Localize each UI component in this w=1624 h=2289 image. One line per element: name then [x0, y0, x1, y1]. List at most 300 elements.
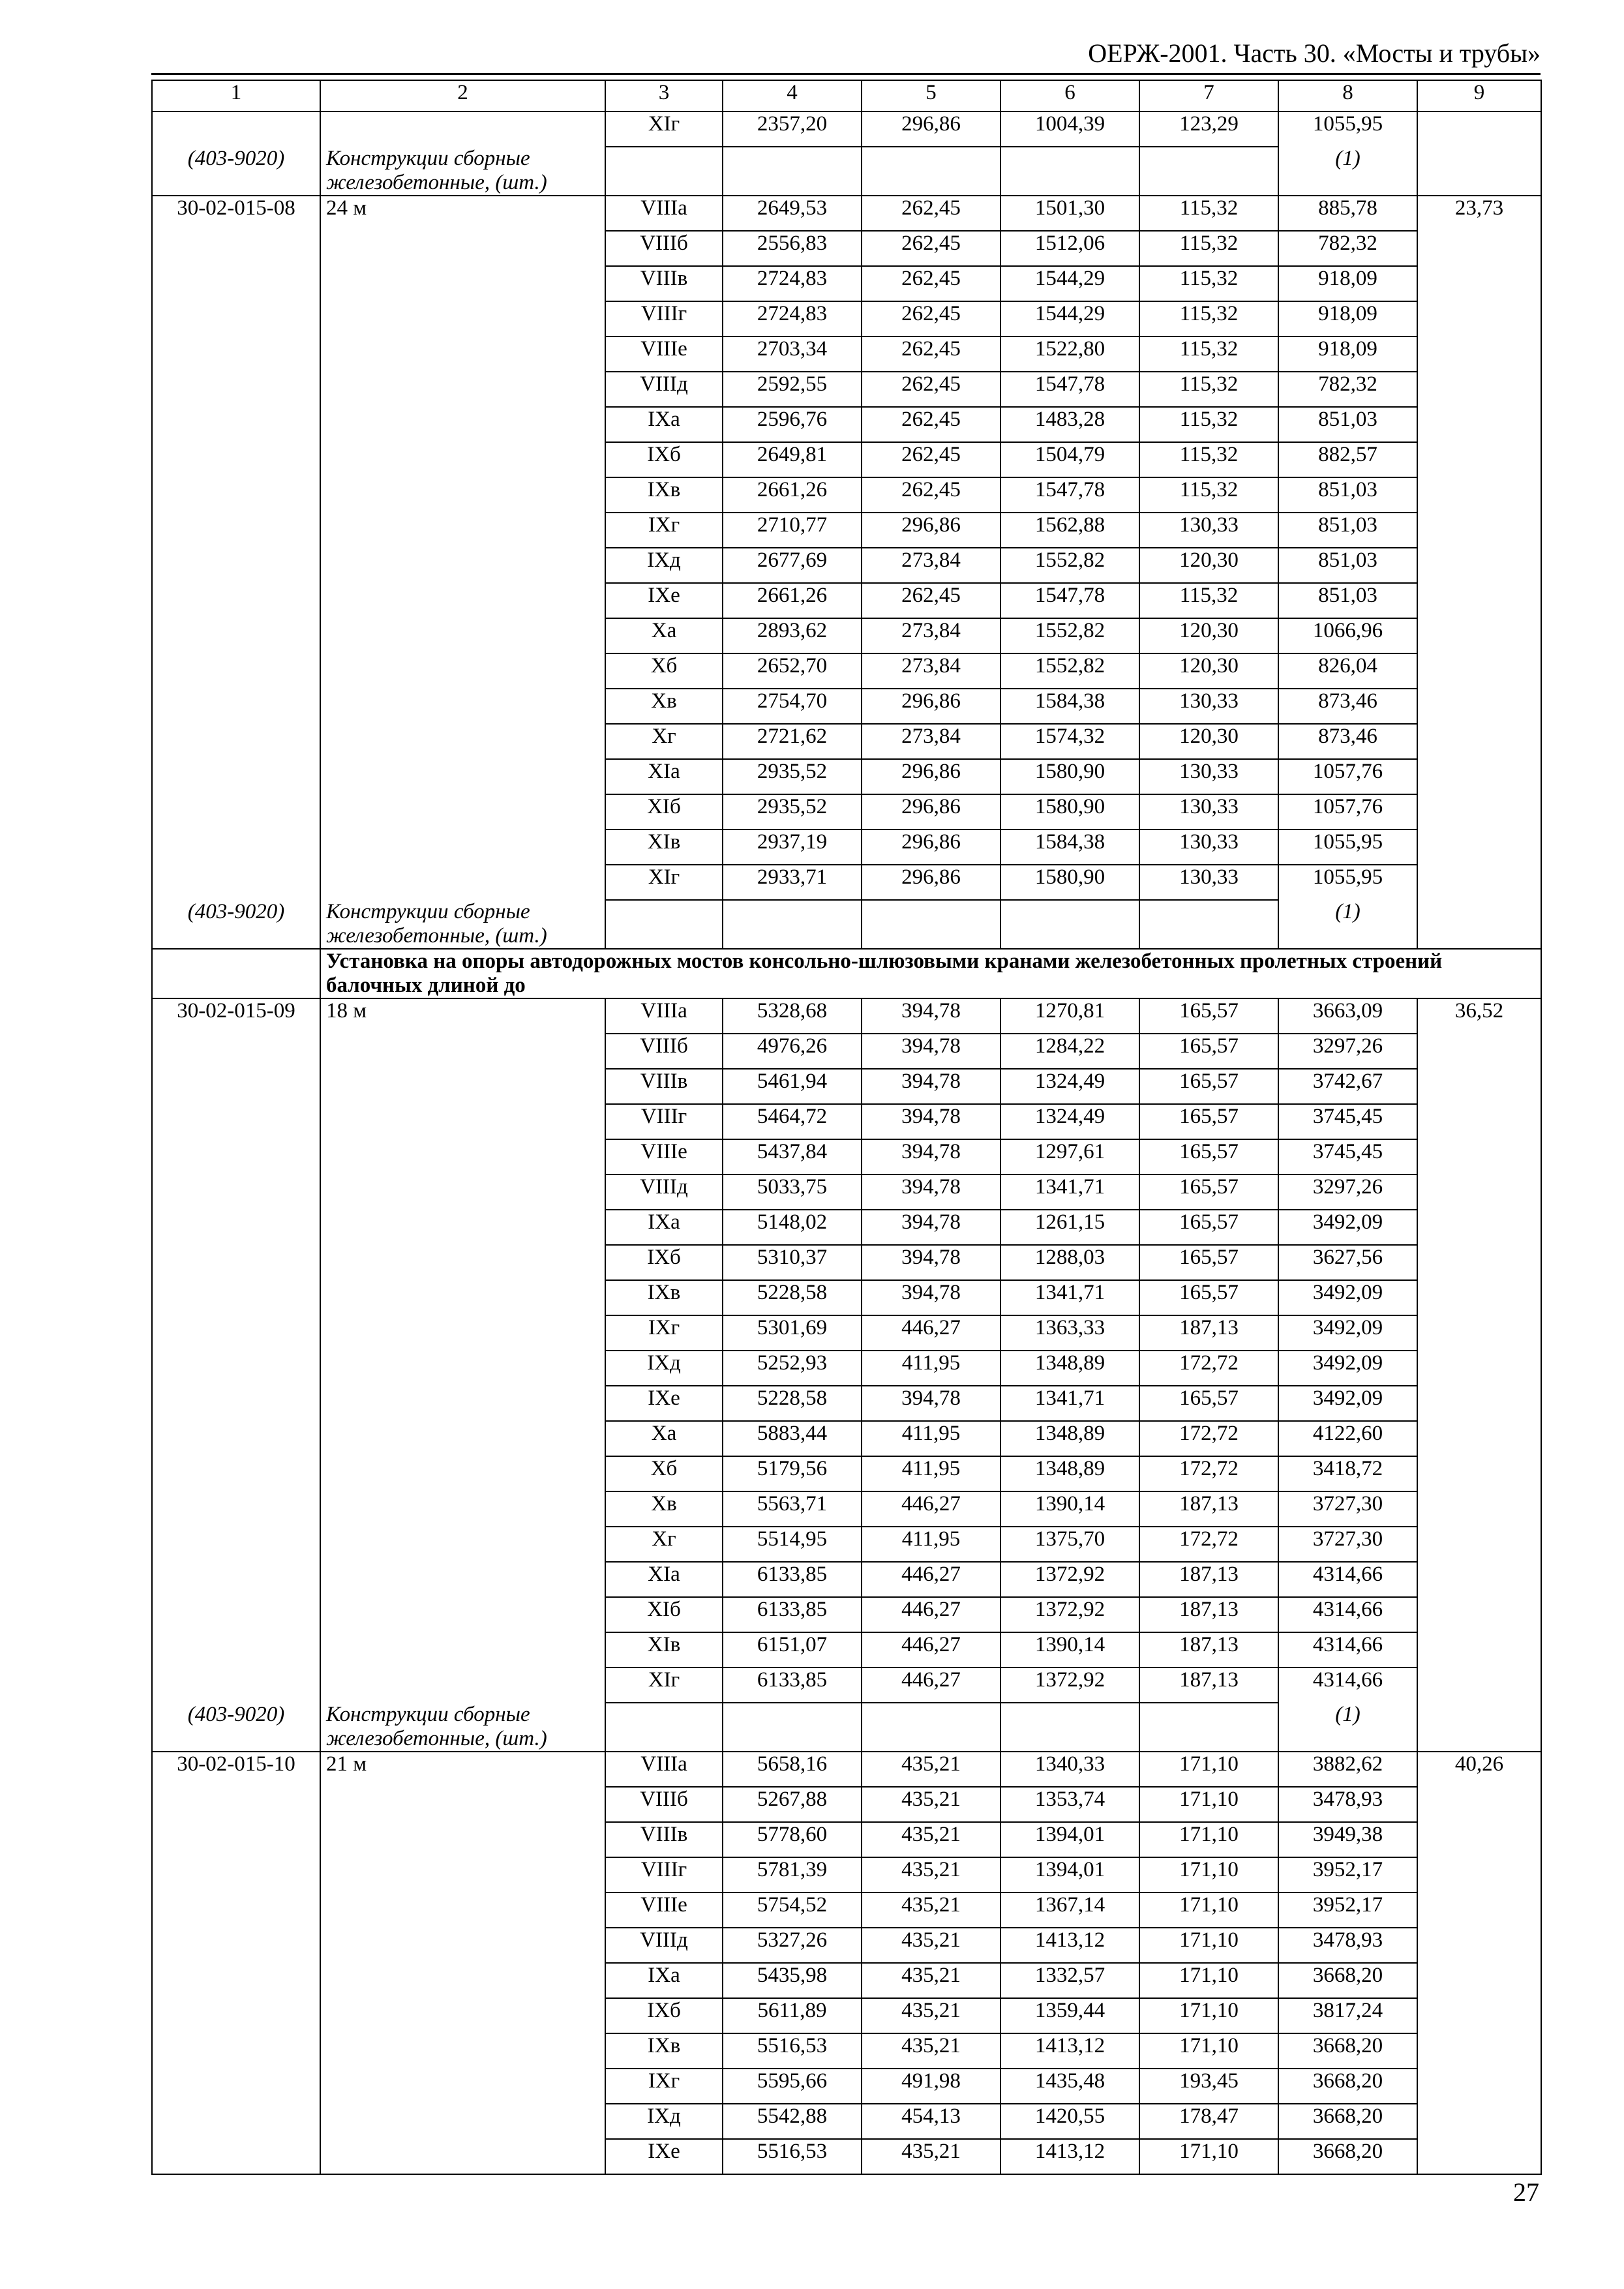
total-cost: 5228,58 [723, 1280, 862, 1315]
total-cost: 5267,88 [723, 1787, 862, 1822]
total-cost: 5563,71 [723, 1491, 862, 1527]
machinist-wages: 120,30 [1139, 724, 1278, 759]
material-footer-row [152, 900, 1541, 949]
materials-cost: 3297,26 [1278, 1174, 1417, 1210]
column-number: 8 [1278, 80, 1417, 112]
total-cost: 5883,44 [723, 1421, 862, 1456]
empty-cell [862, 147, 1000, 196]
materials-cost: 3952,17 [1278, 1857, 1417, 1893]
machinist-wages: 123,29 [1139, 112, 1278, 147]
machinist-wages: 115,32 [1139, 301, 1278, 337]
machinist-wages: 187,13 [1139, 1315, 1278, 1351]
materials-cost: 3663,09 [1278, 998, 1417, 1034]
machine-cost: 1562,88 [1000, 513, 1139, 548]
machinist-wages: 130,33 [1139, 794, 1278, 830]
empty-cell [605, 1703, 723, 1752]
machinist-wages: 193,45 [1139, 2069, 1278, 2104]
material-code: (403-9020) [152, 900, 320, 949]
zone-code: IXг [605, 2069, 723, 2104]
zone-code: VIIIе [605, 1139, 723, 1174]
total-cost: 5033,75 [723, 1174, 862, 1210]
material-description: Конструкции сборные железобетонные, (шт.) [320, 900, 605, 949]
labor-wages: 262,45 [862, 583, 1000, 618]
labor-hours: 36,52 [1417, 998, 1541, 1752]
zone-code: IXа [605, 1210, 723, 1245]
materials-cost: 3297,26 [1278, 1034, 1417, 1069]
material-code: (403-9020) [152, 1703, 320, 1752]
machine-cost: 1341,71 [1000, 1174, 1139, 1210]
zone-code: VIIIб [605, 1034, 723, 1069]
zone-code: Xа [605, 1421, 723, 1456]
zone-code: IXе [605, 2139, 723, 2174]
machine-cost: 1544,29 [1000, 266, 1139, 301]
materials-cost: 826,04 [1278, 653, 1417, 689]
materials-cost: 3668,20 [1278, 2139, 1417, 2174]
column-number: 6 [1000, 80, 1139, 112]
total-cost: 2724,83 [723, 301, 862, 337]
machine-cost: 1348,89 [1000, 1421, 1139, 1456]
total-cost: 2937,19 [723, 830, 862, 865]
total-cost: 5595,66 [723, 2069, 862, 2104]
machinist-wages: 172,72 [1139, 1351, 1278, 1386]
zone-code: VIIIг [605, 1104, 723, 1139]
span-length: 24 м [320, 196, 605, 900]
machinist-wages: 115,32 [1139, 407, 1278, 442]
zone-code: VIIIа [605, 1752, 723, 1787]
machine-cost: 1372,92 [1000, 1597, 1139, 1632]
total-cost: 5754,52 [723, 1893, 862, 1928]
total-cost: 5611,89 [723, 1998, 862, 2033]
machine-cost: 1353,74 [1000, 1787, 1139, 1822]
total-cost: 5778,60 [723, 1822, 862, 1857]
zone-code: XIв [605, 1632, 723, 1668]
machinist-wages: 171,10 [1139, 1928, 1278, 1963]
empty-cell [862, 1703, 1000, 1752]
machinist-wages: 130,33 [1139, 865, 1278, 900]
machinist-wages: 120,30 [1139, 548, 1278, 583]
total-cost: 5464,72 [723, 1104, 862, 1139]
labor-wages: 446,27 [862, 1491, 1000, 1527]
empty-cell [723, 1703, 862, 1752]
machinist-wages: 171,10 [1139, 2033, 1278, 2069]
materials-cost: 3817,24 [1278, 1998, 1417, 2033]
material-code: (403-9020) [152, 147, 320, 196]
materials-cost: 851,03 [1278, 548, 1417, 583]
machine-cost: 1547,78 [1000, 477, 1139, 513]
materials-cost: 1055,95 [1278, 865, 1417, 900]
machine-cost: 1501,30 [1000, 196, 1139, 231]
zone-code: IXв [605, 477, 723, 513]
machinist-wages: 165,57 [1139, 1245, 1278, 1280]
zone-code: VIIIв [605, 1822, 723, 1857]
materials-cost: 1055,95 [1278, 112, 1417, 147]
machinist-wages: 178,47 [1139, 2104, 1278, 2139]
machinist-wages: 171,10 [1139, 2139, 1278, 2174]
total-cost: 5437,84 [723, 1139, 862, 1174]
zone-code: VIIIе [605, 1893, 723, 1928]
total-cost: 2754,70 [723, 689, 862, 724]
zone-code: VIIIг [605, 1857, 723, 1893]
machine-cost: 1413,12 [1000, 2033, 1139, 2069]
materials-cost: 4314,66 [1278, 1632, 1417, 1668]
zone-code: IXб [605, 1245, 723, 1280]
total-cost: 5516,53 [723, 2033, 862, 2069]
machinist-wages: 165,57 [1139, 1386, 1278, 1421]
total-cost: 5781,39 [723, 1857, 862, 1893]
empty-cell [862, 900, 1000, 949]
materials-cost: 3727,30 [1278, 1491, 1417, 1527]
materials-cost: 1055,95 [1278, 830, 1417, 865]
machine-cost: 1544,29 [1000, 301, 1139, 337]
machine-cost: 1324,49 [1000, 1104, 1139, 1139]
machine-cost: 1324,49 [1000, 1069, 1139, 1104]
materials-cost: 918,09 [1278, 301, 1417, 337]
zone-code: XIг [605, 112, 723, 147]
zone-code: IXе [605, 583, 723, 618]
materials-cost: 782,32 [1278, 231, 1417, 266]
material-description: Конструкции сборные железобетонные, (шт.) [320, 1703, 605, 1752]
total-cost: 2724,83 [723, 266, 862, 301]
machine-cost: 1483,28 [1000, 407, 1139, 442]
empty-cell [605, 147, 723, 196]
machine-cost: 1435,48 [1000, 2069, 1139, 2104]
machine-cost: 1584,38 [1000, 830, 1139, 865]
labor-wages: 273,84 [862, 618, 1000, 653]
machinist-wages: 165,57 [1139, 1174, 1278, 1210]
total-cost: 5461,94 [723, 1069, 862, 1104]
rate-code: 30-02-015-08 [152, 196, 320, 900]
machine-cost: 1367,14 [1000, 1893, 1139, 1928]
section-code-cell [152, 949, 320, 998]
total-cost: 5228,58 [723, 1386, 862, 1421]
column-number: 1 [152, 80, 320, 112]
materials-cost: 4314,66 [1278, 1597, 1417, 1632]
materials-cost: 3668,20 [1278, 2033, 1417, 2069]
zone-code: IXа [605, 1963, 723, 1998]
material-quantity: (1) [1278, 147, 1417, 196]
machinist-wages: 115,32 [1139, 372, 1278, 407]
machine-cost: 1547,78 [1000, 583, 1139, 618]
empty-cell [723, 900, 862, 949]
materials-cost: 3745,45 [1278, 1104, 1417, 1139]
zone-code: IXв [605, 2033, 723, 2069]
materials-cost: 885,78 [1278, 196, 1417, 231]
labor-wages: 411,95 [862, 1421, 1000, 1456]
machine-cost: 1372,92 [1000, 1668, 1139, 1703]
materials-cost: 3492,09 [1278, 1315, 1417, 1351]
machinist-wages: 171,10 [1139, 1822, 1278, 1857]
material-description: Конструкции сборные железобетонные, (шт.) [320, 147, 605, 196]
labor-wages: 394,78 [862, 1069, 1000, 1104]
empty-cell [723, 147, 862, 196]
machine-cost: 1332,57 [1000, 1963, 1139, 1998]
machine-cost: 1284,22 [1000, 1034, 1139, 1069]
machinist-wages: 130,33 [1139, 830, 1278, 865]
labor-wages: 262,45 [862, 407, 1000, 442]
machinist-wages: 172,72 [1139, 1456, 1278, 1491]
labor-wages: 446,27 [862, 1315, 1000, 1351]
empty-cell [605, 900, 723, 949]
machinist-wages: 120,30 [1139, 653, 1278, 689]
zone-code: VIIIд [605, 372, 723, 407]
empty-cell [1000, 1703, 1139, 1752]
total-cost: 2649,53 [723, 196, 862, 231]
total-cost: 5435,98 [723, 1963, 862, 1998]
machine-cost: 1413,12 [1000, 1928, 1139, 1963]
machine-cost: 1372,92 [1000, 1562, 1139, 1597]
labor-wages: 296,86 [862, 830, 1000, 865]
machine-cost: 1348,89 [1000, 1351, 1139, 1386]
zone-code: VIIIв [605, 266, 723, 301]
materials-cost: 3627,56 [1278, 1245, 1417, 1280]
labor-wages: 446,27 [862, 1562, 1000, 1597]
total-cost: 5148,02 [723, 1210, 862, 1245]
labor-wages: 491,98 [862, 2069, 1000, 2104]
column-number: 7 [1139, 80, 1278, 112]
materials-cost: 782,32 [1278, 372, 1417, 407]
total-cost: 5328,68 [723, 998, 862, 1034]
machine-cost: 1580,90 [1000, 865, 1139, 900]
zone-code: XIб [605, 794, 723, 830]
material-footer-row [152, 1703, 1541, 1752]
machine-cost: 1297,61 [1000, 1139, 1139, 1174]
zone-code: XIг [605, 1668, 723, 1703]
empty-cell [1000, 147, 1139, 196]
labor-wages: 435,21 [862, 1998, 1000, 2033]
zone-code: VIIIб [605, 231, 723, 266]
materials-cost: 3745,45 [1278, 1139, 1417, 1174]
table-row [152, 112, 1541, 147]
machinist-wages: 165,57 [1139, 1069, 1278, 1104]
labor-wages: 446,27 [862, 1597, 1000, 1632]
header-rule [151, 73, 1541, 75]
empty-cell [1139, 900, 1278, 949]
labor-wages: 435,21 [862, 1822, 1000, 1857]
table-row [152, 1752, 1541, 1787]
machine-cost: 1522,80 [1000, 337, 1139, 372]
column-number: 9 [1417, 80, 1541, 112]
section-heading-row [152, 949, 1541, 998]
span-length: 18 м [320, 998, 605, 1703]
labor-hours: 40,26 [1417, 1752, 1541, 2174]
labor-wages: 435,21 [862, 1752, 1000, 1787]
machinist-wages: 115,32 [1139, 266, 1278, 301]
column-number: 2 [320, 80, 605, 112]
zone-code: IXд [605, 2104, 723, 2139]
machine-cost: 1584,38 [1000, 689, 1139, 724]
total-cost: 5252,93 [723, 1351, 862, 1386]
machine-cost: 1574,32 [1000, 724, 1139, 759]
materials-cost: 918,09 [1278, 337, 1417, 372]
labor-wages: 394,78 [862, 1139, 1000, 1174]
total-cost: 5658,16 [723, 1752, 862, 1787]
machine-cost: 1504,79 [1000, 442, 1139, 477]
labor-wages: 262,45 [862, 372, 1000, 407]
rate-code [152, 112, 320, 147]
machinist-wages: 171,10 [1139, 1998, 1278, 2033]
total-cost: 6151,07 [723, 1632, 862, 1668]
machinist-wages: 187,13 [1139, 1562, 1278, 1597]
total-cost: 2661,26 [723, 583, 862, 618]
zone-code: Xа [605, 618, 723, 653]
machinist-wages: 187,13 [1139, 1491, 1278, 1527]
machinist-wages: 130,33 [1139, 689, 1278, 724]
total-cost: 2649,81 [723, 442, 862, 477]
machinist-wages: 130,33 [1139, 759, 1278, 794]
labor-wages: 435,21 [862, 1857, 1000, 1893]
labor-wages: 273,84 [862, 548, 1000, 583]
labor-wages: 394,78 [862, 1174, 1000, 1210]
machinist-wages: 172,72 [1139, 1421, 1278, 1456]
labor-wages: 411,95 [862, 1351, 1000, 1386]
materials-cost: 3727,30 [1278, 1527, 1417, 1562]
materials-cost: 873,46 [1278, 724, 1417, 759]
zone-code: Xб [605, 1456, 723, 1491]
material-quantity: (1) [1278, 900, 1417, 949]
zone-code: VIIIд [605, 1928, 723, 1963]
zone-code: VIIIб [605, 1787, 723, 1822]
machinist-wages: 130,33 [1139, 513, 1278, 548]
rates-table [151, 80, 1542, 2175]
section-heading: Установка на опоры автодорожных мостов консольно-шлюзовыми кранами железобетонных пролетных строений балочных длиной до [320, 949, 1541, 998]
labor-wages: 394,78 [862, 1386, 1000, 1421]
total-cost: 2592,55 [723, 372, 862, 407]
materials-cost: 3492,09 [1278, 1386, 1417, 1421]
labor-hours: 23,73 [1417, 196, 1541, 949]
zone-code: IXг [605, 513, 723, 548]
empty-cell [1139, 1703, 1278, 1752]
machine-cost: 1363,33 [1000, 1315, 1139, 1351]
machine-cost: 1552,82 [1000, 548, 1139, 583]
rate-code: 30-02-015-10 [152, 1752, 320, 2174]
zone-code: Xг [605, 1527, 723, 1562]
machine-cost: 1413,12 [1000, 2139, 1139, 2174]
materials-cost: 851,03 [1278, 477, 1417, 513]
labor-wages: 435,21 [862, 2139, 1000, 2174]
materials-cost: 4122,60 [1278, 1421, 1417, 1456]
machinist-wages: 165,57 [1139, 1139, 1278, 1174]
labor-wages: 394,78 [862, 1280, 1000, 1315]
labor-wages: 435,21 [862, 1893, 1000, 1928]
machinist-wages: 187,13 [1139, 1597, 1278, 1632]
machine-cost: 1359,44 [1000, 1998, 1139, 2033]
total-cost: 2677,69 [723, 548, 862, 583]
zone-code: VIIIв [605, 1069, 723, 1104]
machine-cost: 1394,01 [1000, 1857, 1139, 1893]
labor-wages: 273,84 [862, 653, 1000, 689]
materials-cost: 3952,17 [1278, 1893, 1417, 1928]
materials-cost: 3418,72 [1278, 1456, 1417, 1491]
machine-cost: 1004,39 [1000, 112, 1139, 147]
labor-wages: 446,27 [862, 1668, 1000, 1703]
total-cost: 2703,34 [723, 337, 862, 372]
total-cost: 2556,83 [723, 231, 862, 266]
material-footer-row [152, 147, 1541, 196]
materials-cost: 3492,09 [1278, 1210, 1417, 1245]
labor-wages: 435,21 [862, 1963, 1000, 1998]
total-cost: 5516,53 [723, 2139, 862, 2174]
labor-wages: 262,45 [862, 196, 1000, 231]
machinist-wages: 115,32 [1139, 337, 1278, 372]
materials-cost: 851,03 [1278, 513, 1417, 548]
total-cost: 6133,85 [723, 1668, 862, 1703]
total-cost: 2893,62 [723, 618, 862, 653]
zone-code: XIб [605, 1597, 723, 1632]
labor-wages: 262,45 [862, 337, 1000, 372]
machinist-wages: 187,13 [1139, 1632, 1278, 1668]
materials-cost: 3492,09 [1278, 1280, 1417, 1315]
empty-cell [1139, 147, 1278, 196]
materials-cost: 873,46 [1278, 689, 1417, 724]
labor-wages: 262,45 [862, 442, 1000, 477]
machine-cost: 1390,14 [1000, 1491, 1139, 1527]
machinist-wages: 165,57 [1139, 1280, 1278, 1315]
labor-wages: 394,78 [862, 998, 1000, 1034]
machinist-wages: 171,10 [1139, 1893, 1278, 1928]
labor-wages: 296,86 [862, 112, 1000, 147]
materials-cost: 4314,66 [1278, 1668, 1417, 1703]
labor-hours [1417, 112, 1541, 196]
empty-cell [1000, 900, 1139, 949]
materials-cost: 918,09 [1278, 266, 1417, 301]
total-cost: 5542,88 [723, 2104, 862, 2139]
machine-cost: 1580,90 [1000, 794, 1139, 830]
machinist-wages: 171,10 [1139, 1857, 1278, 1893]
labor-wages: 454,13 [862, 2104, 1000, 2139]
labor-wages: 435,21 [862, 1787, 1000, 1822]
labor-wages: 394,78 [862, 1034, 1000, 1069]
zone-code: IXа [605, 407, 723, 442]
machinist-wages: 165,57 [1139, 1104, 1278, 1139]
materials-cost: 851,03 [1278, 583, 1417, 618]
labor-wages: 394,78 [862, 1210, 1000, 1245]
machinist-wages: 115,32 [1139, 442, 1278, 477]
machine-cost: 1270,81 [1000, 998, 1139, 1034]
total-cost: 6133,85 [723, 1562, 862, 1597]
machinist-wages: 165,57 [1139, 998, 1278, 1034]
materials-cost: 3668,20 [1278, 2104, 1417, 2139]
machine-cost: 1547,78 [1000, 372, 1139, 407]
zone-code: IXб [605, 442, 723, 477]
total-cost: 2935,52 [723, 794, 862, 830]
total-cost: 5301,69 [723, 1315, 862, 1351]
labor-wages: 262,45 [862, 477, 1000, 513]
materials-cost: 3668,20 [1278, 2069, 1417, 2104]
total-cost: 2710,77 [723, 513, 862, 548]
materials-cost: 1057,76 [1278, 759, 1417, 794]
column-number-row [152, 80, 1541, 112]
total-cost: 4976,26 [723, 1034, 862, 1069]
machinist-wages: 115,32 [1139, 231, 1278, 266]
machinist-wages: 165,57 [1139, 1034, 1278, 1069]
total-cost: 2935,52 [723, 759, 862, 794]
machinist-wages: 115,32 [1139, 196, 1278, 231]
machine-cost: 1580,90 [1000, 759, 1139, 794]
machinist-wages: 115,32 [1139, 583, 1278, 618]
labor-wages: 262,45 [862, 231, 1000, 266]
page-header-title: ОЕРЖ-2001. Часть 30. «Мосты и трубы» [1088, 38, 1541, 68]
materials-cost: 3668,20 [1278, 1963, 1417, 1998]
machine-cost: 1341,71 [1000, 1280, 1139, 1315]
machine-cost: 1552,82 [1000, 618, 1139, 653]
labor-wages: 435,21 [862, 1928, 1000, 1963]
labor-wages: 296,86 [862, 689, 1000, 724]
table-row [152, 196, 1541, 231]
labor-wages: 394,78 [862, 1104, 1000, 1139]
machinist-wages: 171,10 [1139, 1787, 1278, 1822]
rate-code: 30-02-015-09 [152, 998, 320, 1703]
machinist-wages: 171,10 [1139, 1963, 1278, 1998]
